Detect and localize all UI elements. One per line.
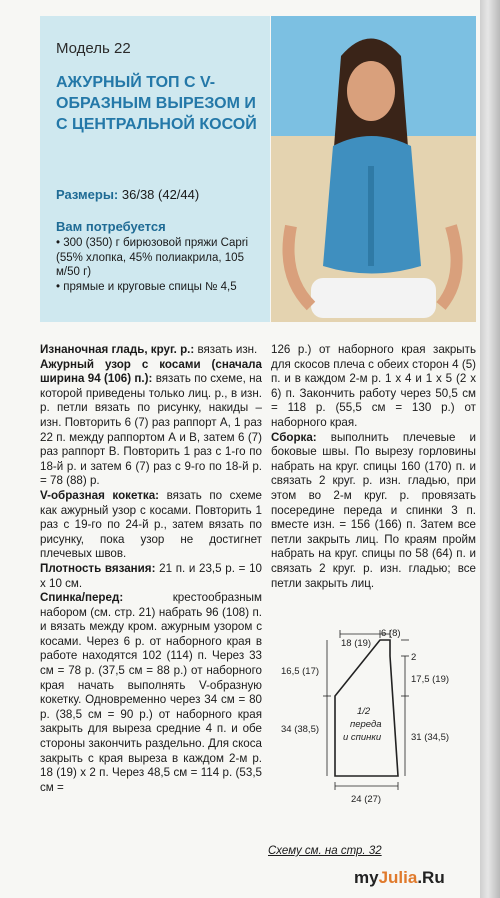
sizes-label: Размеры: — [56, 187, 119, 202]
shoulder-label: 6 (8) — [381, 628, 401, 639]
paragraph-heading: Изнаночная гладь, круг. р.: — [40, 343, 195, 356]
paragraph-heading: Сборка: — [271, 430, 317, 444]
paragraph — [40, 343, 262, 358]
paragraph — [271, 343, 476, 431]
schematic-diagram — [275, 626, 475, 846]
materials-heading: Вам потребуется — [56, 219, 166, 234]
paragraph — [40, 591, 262, 795]
model-number: Модель 22 — [56, 40, 131, 57]
paragraph-text: выполнить плечевые и боковые швы. По вырезу горловины набрать на круг. спицы 160 (170) п. и связать 2 круг. р. изн. гладью, при этом во 2-м круг. р. провязать посередине переда и спинки 3 п. вместе изн. = 156 (166) п. Затем все петли закрыть лиц. По краям пройм набрать на круг. спицы по 58 (64) п. и связать 2 круг. р. изн. гладью; все петли закрыть лиц. — [271, 430, 476, 590]
page-edge — [480, 0, 500, 898]
paragraph-text: 21 п. и 23,5 р. = 10 х 10 см. — [40, 561, 262, 590]
paragraph — [40, 489, 262, 562]
site-watermark — [354, 868, 445, 888]
paragraph — [271, 431, 476, 592]
site-accent: Julia — [378, 868, 418, 887]
model-photo-illustration — [271, 16, 476, 322]
paragraph-text: 126 р.) от наборного края закрыть для скосов плеча с обеих сторон 4 (5) п. и в каждом 2-м р. 1 х 4 и 1 х 5 (2 х 6) п. Закончить работу через 50,5 см = 118 р. (55,5 см = 130 р.) от наборного края. — [271, 343, 476, 429]
title-panel — [40, 16, 270, 322]
bottom-width-label: 24 (27) — [351, 794, 382, 805]
instructions-column-2 — [271, 343, 476, 591]
site-suffix: .Ru — [417, 868, 445, 887]
sizes-line — [56, 187, 199, 202]
paragraph-text: крестообразным набором (см. стр. 21) набрать 96 (108) п. и вязать между кром. ажурным узором с косами. Через 6 р. от наборного края в работе находятся 102 (114) п. Через 33 см = 78 р. (37,5 см = 88 р.) от наборного края начать выполнять V-образную кокетку. Одновременно через 34 см = 80 р. (38,5 см = 90 р.) от наборного края закрыть для выреза средние 4 п. и обе стороны закончить раздельно. Для скоса закрыть с края выреза в каждом 2-м р. 18 (19) х 2 п. Через 48,5 см = 114 р. (53,5 см = — [40, 591, 262, 794]
scheme-reference: Схему см. на стр. 32 — [268, 845, 382, 857]
center-label: 1/2 — [357, 706, 371, 717]
materials-list — [56, 236, 266, 294]
paragraph-text: вязать по схеме, на которой приведены только лиц. р., в изн. р. петли вязать по рисунку, накиды – изн. Повторить 6 (7) раз раппорт А, 1 раз 22 п. между раппортом А и В, затем 6 (7) раз раппорт В. Повторить 1 раз с 1-го по 18-й р. и затем 6 (7) раз с 9-го по 18-й р. = 78 (88) р. — [40, 372, 262, 488]
pattern-title: АЖУРНЫЙ ТОП С V-ОБРАЗНЫМ ВЫРЕЗОМ И С ЦЕНТРАЛЬНОЙ КОСОЙ — [56, 74, 257, 133]
paragraph — [40, 358, 262, 489]
center-label: переда — [350, 719, 382, 730]
instructions-column-1 — [40, 343, 262, 795]
paragraph-text: вязать по схеме как ажурный узор с косами. Повторить 1 раз с 19-го по 24-й р., затем вязать по рисунку, пока узор не достигнет плечевых швов. — [40, 488, 262, 561]
material-needles: • прямые и круговые спицы № 4,5 — [56, 280, 237, 293]
top-width-label: 18 (19) — [341, 638, 372, 649]
right-lower-label: 31 (34,5) — [411, 732, 450, 743]
paragraph-heading: Ажурный узор с косами (сначала ширина 94 (106) п.): — [40, 357, 262, 386]
paragraph-text: вязать изн. — [194, 343, 258, 356]
right-top-label: 2 — [411, 652, 417, 663]
paragraph-heading: Спинка/перед: — [40, 591, 124, 605]
site-prefix: my — [354, 868, 379, 887]
sizes-value: 36/38 (42/44) — [121, 187, 200, 202]
paragraph-heading: Плотность вязания: — [40, 561, 156, 575]
material-yarn: • 300 (350) г бирюзовой пряжи Capri (55% хлопка, 45% полиакрила, 105 м/50 г) — [56, 237, 249, 278]
center-label: и спинки — [343, 732, 382, 743]
paragraph — [40, 562, 262, 591]
right-upper-label: 17,5 (19) — [411, 674, 450, 685]
paragraph-heading: V-образная кокетка: — [40, 488, 160, 502]
left-upper-label: 16,5 (17) — [281, 666, 320, 677]
left-lower-label: 34 (38,5) — [281, 724, 320, 735]
model-photo — [271, 16, 476, 322]
